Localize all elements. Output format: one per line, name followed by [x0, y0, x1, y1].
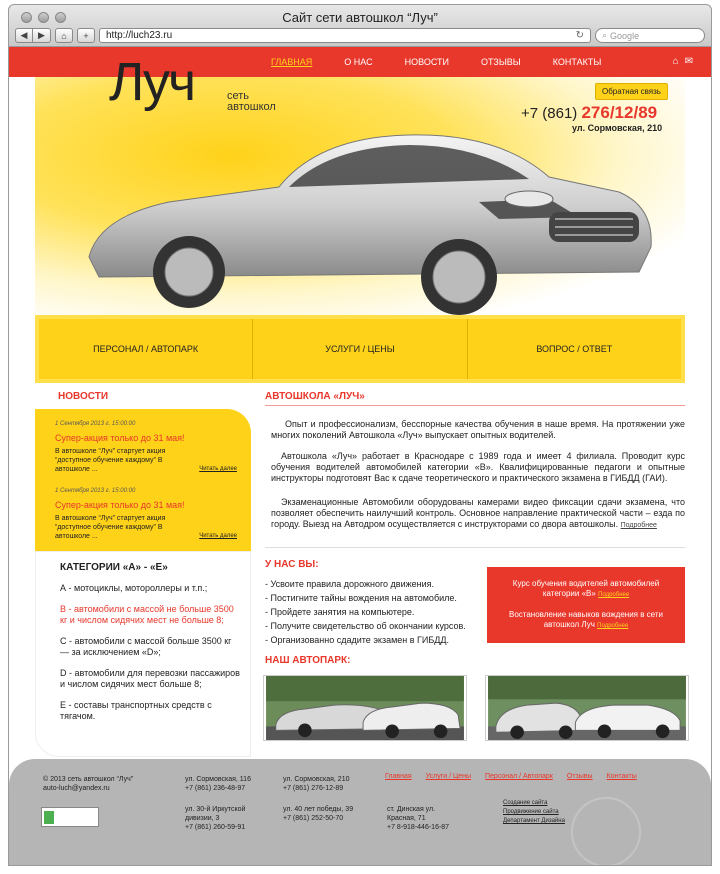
news-section-title: НОВОСТИ: [58, 391, 109, 402]
course-text: Курс обучения водителей автомобилей категории «В»: [512, 579, 660, 598]
exam-paragraph: [271, 497, 685, 531]
news-snippet: В автошколе “Луч” стартует акция “доступное обучение каждому” В автошколе ...: [55, 448, 166, 473]
category-item-highlighted: В - автомобили с массой не больше 3500 кг и числом сидячих мест не больше 8;: [60, 604, 234, 625]
phone-prefix: +7 (861): [521, 105, 578, 122]
logo-subtitle: сеть автошкол: [227, 90, 276, 113]
footer-email[interactable]: auto-luch@yandex.ru: [43, 785, 110, 792]
office-address: ул. 40 лет победы, 39: [283, 806, 354, 813]
office: [283, 805, 373, 823]
office-address: ул. Сормовская, 210: [283, 776, 350, 783]
home-icon[interactable]: ⌂: [55, 28, 73, 43]
benefits-list: [265, 577, 466, 647]
news-text: [55, 514, 237, 541]
site-logo[interactable]: [109, 52, 276, 113]
address-bar[interactable]: [99, 28, 591, 43]
dev-link[interactable]: Создание сайта: [503, 800, 548, 806]
news-item: [55, 488, 237, 541]
list-item: - Усвоите правила дорожного движения.: [265, 579, 435, 589]
footer-link-home[interactable]: Главная: [385, 773, 412, 780]
footer-link-contacts[interactable]: Контакты: [606, 773, 637, 780]
divider: [265, 405, 685, 406]
nav-item-about[interactable]: О НАС: [344, 57, 373, 67]
news-read-more-link[interactable]: Читать далее: [199, 466, 237, 472]
course-text: Востановление навыков вождения в сети автошкол Луч: [508, 610, 663, 629]
nav-item-contacts[interactable]: КОНТАКТЫ: [552, 57, 602, 67]
list-item: - Организованно сдадите экзамен в ГИБДД.: [265, 635, 449, 645]
history-buttons: [15, 28, 51, 43]
back-button[interactable]: ◀: [15, 28, 33, 43]
office-phone: +7 (861) 236-48-97: [185, 785, 246, 792]
nav-icons: [673, 56, 693, 67]
office-address: ул. Сормовская, 116: [185, 776, 251, 783]
dev-link[interactable]: Продвижение сайта: [503, 809, 559, 815]
divider: [265, 547, 685, 548]
add-bookmark-icon[interactable]: +: [77, 28, 95, 43]
news-date: 1 Сентября 2013 г. 15:00:00: [55, 488, 136, 494]
news-read-more-link[interactable]: Читать далее: [199, 533, 237, 539]
browser-toolbar: [15, 27, 705, 44]
nav-item-home[interactable]: ГЛАВНАЯ: [271, 57, 313, 67]
fleet-photo[interactable]: [263, 675, 467, 741]
office-address: ул. 30-й Иркутской дивизии, 3: [185, 806, 246, 822]
url-text: http://luch23.ru: [106, 30, 173, 41]
bar-item-faq[interactable]: ВОПРОС / ОТВЕТ: [536, 344, 613, 354]
footer-link-reviews[interactable]: Отзывы: [566, 773, 593, 780]
category-item: Е - составы транспортных средств с тягачом.: [60, 700, 212, 721]
car-image: [79, 107, 659, 317]
course-more-link[interactable]: Подробнее: [597, 623, 629, 629]
developer-links: [503, 799, 565, 826]
seal-watermark-icon: [571, 797, 641, 866]
category-item: С - автомобили с массой больше 3500 кг — за исключением «D»;: [60, 636, 232, 657]
categories-box: [35, 551, 251, 757]
nav-item-news[interactable]: НОВОСТИ: [404, 57, 449, 67]
categories-title: КАТЕГОРИИ «А» - «Е»: [60, 562, 168, 573]
visit-counter[interactable]: [41, 807, 99, 827]
fleet-photo[interactable]: [485, 675, 689, 741]
office: [185, 805, 275, 832]
header-phone: [521, 103, 657, 123]
news-item: [55, 421, 237, 474]
exam-text: Экзаменационные Автомобили оборудованы камерами видео фиксации сдачи экзамена, что позволяет обеспечить наилучший контроль. Основное направление практической части – езда по городу. Выезд на Автодром осуществляется с инструкторами со двора автошколы.: [271, 497, 685, 529]
office-phone: +7 (861) 260-59-91: [185, 824, 246, 831]
home-icon[interactable]: ⌂: [672, 56, 679, 67]
services-bar: [35, 315, 685, 383]
benefits-title: У НАС ВЫ:: [265, 559, 319, 570]
news-date: 1 Сентября 2013 г. 15:00:00: [55, 421, 136, 427]
forward-button[interactable]: ▶: [33, 28, 51, 43]
mail-icon[interactable]: ✉: [684, 56, 693, 67]
courses-box: [487, 567, 685, 643]
footer-link-services[interactable]: Услуги / Цены: [425, 773, 471, 780]
intro-paragraph: Опыт и профессионализм, бесспорные качества обучения в наше время. На протяжении уже многих поколений Автошкола «Луч» выпускает опытных водителей.: [271, 419, 685, 440]
list-item: - Получите свидетельство об окончании курсов.: [265, 621, 466, 631]
web-page: [8, 46, 712, 866]
about-paragraph: Автошкола «Луч» работает в Краснодаре с 1989 года и имеет 4 филиала. Проводит курс обучения водителей автомобилей категории «В». Квалифицированные педагоги и опытные инструкторы подготовят Вас к сдаче теоретического и практического экзамена в ГИБДД (ГАИ).: [271, 451, 685, 483]
nav-item-reviews[interactable]: ОТЗЫВЫ: [480, 57, 521, 67]
list-item: - Пройдете занятия на компьютере.: [265, 607, 415, 617]
course-more-link[interactable]: Подробнее: [598, 592, 630, 598]
office-phone: +7 (861) 276-12-89: [283, 785, 344, 792]
office: [283, 775, 373, 793]
news-headline[interactable]: Супер-акция только до 31 мая!: [55, 433, 185, 443]
news-snippet: В автошколе “Луч” стартует акция “доступное обучение каждому” В автошколе ...: [55, 515, 166, 540]
main-nav: [271, 47, 601, 77]
course-item: [501, 579, 671, 600]
phone-main: 276/12/89: [581, 103, 658, 122]
category-item: А - мотоциклы, мотороллеры и т.п.;: [60, 583, 208, 593]
search-icon: ⌕: [602, 30, 608, 40]
office-phone: +7 8-918-446-16-87: [387, 824, 450, 831]
bar-item-services[interactable]: УСЛУГИ / ЦЕНЫ: [253, 319, 467, 379]
office-address: ст. Динская ул. Красная, 71: [387, 806, 436, 822]
browser-window-chrome: [8, 4, 712, 46]
footer-link-staff[interactable]: Персонал / Автопарк: [485, 773, 553, 780]
search-placeholder: Google: [610, 30, 640, 41]
office: [185, 775, 275, 793]
list-item: - Постигните тайны вождения на автомобиле.: [265, 593, 457, 603]
fleet-title: НАШ АВТОПАРК:: [265, 655, 351, 666]
window-title: Сайт сети автошкол “Луч”: [282, 10, 438, 25]
dev-link[interactable]: Департамент Дизайна: [503, 818, 565, 824]
reload-icon[interactable]: ↻: [575, 30, 584, 41]
office: [387, 805, 463, 832]
logo-name: Луч: [109, 52, 195, 112]
office-phone: +7 (861) 252-50-70: [283, 815, 344, 822]
category-item: D - автомобили для перевозки пассажиров и числом сидячих мест больше 8;: [60, 668, 240, 689]
feedback-button[interactable]: Обратная связь: [595, 83, 668, 100]
header-address: ул. Сормовская, 210: [572, 123, 663, 133]
read-more-link[interactable]: Подробнее: [620, 522, 657, 529]
course-item: [501, 610, 671, 631]
news-headline[interactable]: Супер-акция только до 31 мая!: [55, 500, 185, 510]
footer-contacts: [43, 775, 133, 793]
main-section-title: АВТОШКОЛА «ЛУЧ»: [265, 391, 365, 402]
news-text: [55, 447, 237, 474]
copyright: © 2013 сеть автошкол “Луч”: [43, 776, 134, 783]
counter-graph-icon: [44, 811, 54, 824]
search-input[interactable]: [595, 28, 705, 43]
footer-nav: [385, 773, 637, 780]
footer: [9, 759, 711, 866]
bar-item-staff[interactable]: ПЕРСОНАЛ / АВТОПАРК: [39, 319, 253, 379]
news-box: [35, 409, 251, 551]
